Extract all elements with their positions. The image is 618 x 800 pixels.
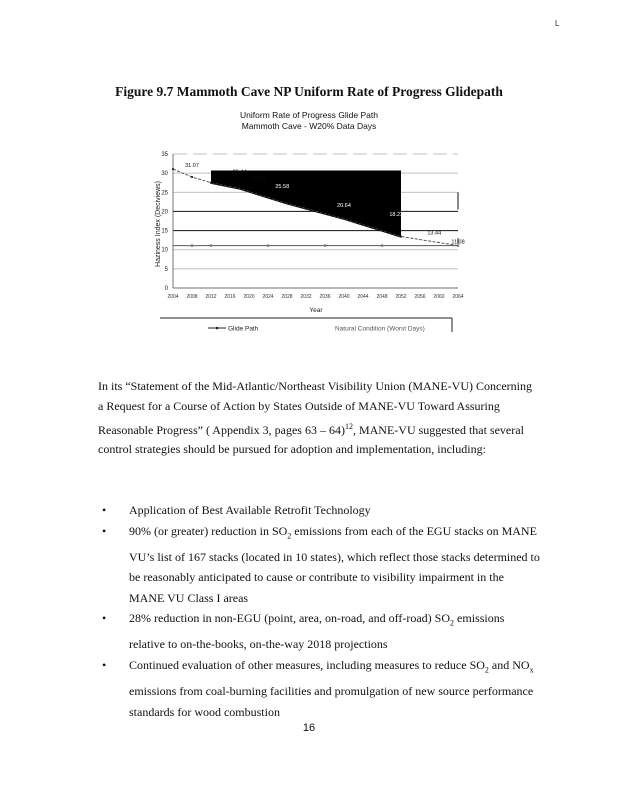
point-label: 25.58 [275,184,290,191]
x-tick-label: 2048 [376,294,388,300]
bullet-icon: • [102,523,107,538]
y-tick-label: 25 [161,190,168,197]
bullet-icon: • [102,503,107,517]
y-tick-label: 10 [161,247,168,254]
glide-path-chart [140,140,470,345]
x-tick-label: 2024 [262,294,274,300]
natural-condition-point [210,244,213,247]
strategy-list [100,500,540,722]
natural-condition-point [267,244,270,247]
legend-glide-label: Glide Path [228,325,259,333]
subscript: x [529,665,534,675]
x-tick-label: 2020 [243,294,255,300]
y-tick-label: 0 [164,286,168,292]
y-tick-label: 5 [164,266,168,273]
legend-glide-marker [216,327,219,330]
x-tick-label: 2052 [395,294,407,300]
figure-caption: Figure 9.7 Mammoth Cave NP Uniform Rate of Progress Glidepath [115,84,503,99]
x-axis-label: Year [309,307,323,314]
x-tick-label: 2032 [300,294,312,300]
x-tick-label: 2040 [338,294,350,300]
chart-subtitle: Mammoth Cave - W20% Data Days [241,121,377,131]
subscript: 2 [287,530,292,540]
natural-condition-point [191,244,194,247]
point-label: 29.44 [232,169,247,176]
x-tick-labels [167,294,463,300]
glide-path-point [400,235,402,237]
x-tick-label: 2056 [414,294,426,300]
body-paragraph [98,377,538,460]
legend-natural-label: Natural Condition (Worst Days) [335,325,425,333]
y-tick-labels [161,152,168,292]
x-tick-label: 2064 [452,294,464,300]
list-item-text: emissions from coal-burning facilities and promulgation of new source performance standards for wood combustion [129,683,534,719]
point-label: 31.07 [185,163,199,170]
glide-path-point [286,202,288,204]
paragraph-text: In its “Statement of the Mid-Atlantic/Northeast Visibility Union (MANE-VU) Concerning a Request for a Course of Action by States Outside of MANE-VU Toward Assuring Reasonable Progress” ( Appendix 3, pages 63 – 64) [98,379,532,437]
corner-mark: L [555,19,560,28]
natural-condition-point [324,244,327,247]
glide-path-point [210,182,212,184]
point-label: 27.52 [251,176,266,183]
point-label: 18.23 [389,212,404,219]
list-item-text: and NO [488,657,530,672]
subscript: 2 [484,665,489,675]
y-tick-label: 30 [161,171,168,178]
paragraph-tail: , MANE-VU suggested that several control strategies should be pursued for adoption and implementation, including: [98,422,524,457]
point-label: 11.08 [451,239,465,246]
glide-path-point [343,218,345,220]
list-item-text: Application of Best Available Retrofit Technology [129,503,371,517]
x-tick-label: 2036 [319,294,331,300]
chart-title: Uniform Rate of Progress Glide Path [240,110,378,120]
footnote-ref: 12 [344,421,353,431]
list-item-text: emissions from each of the EGU stacks on MANE VU’s list of 167 stacks (located in 10 states), which reflect those stacks determined to be reasonably anticipated to cause or contribute to visibility impairment in the MANE VU Class I areas [129,523,540,605]
point-label: 13.44 [427,230,442,237]
natural-condition-point [381,244,384,247]
subscript: 2 [450,618,455,628]
list-item [100,655,540,722]
page-number: 16 [302,722,316,734]
list-item [100,608,540,655]
list-item-text: Continued evaluation of other measures, including measures to reduce SO [129,657,485,672]
glide-path-point [238,187,240,189]
list-item-text: emissions relative to on-the-books, on-the-way 2018 projections [129,611,505,652]
x-tick-label: 2016 [224,294,236,300]
x-tick-label: 2008 [186,294,198,300]
x-tick-label: 2060 [433,294,445,300]
x-tick-label: 2028 [281,294,293,300]
bullet-icon: • [102,611,107,626]
list-item-text: 90% (or greater) reduction in SO [129,523,288,538]
point-label: 20.64 [337,202,351,209]
x-tick-label: 2004 [167,294,179,300]
y-tick-label: 15 [161,228,168,235]
bullet-icon: • [102,657,107,672]
glide-path-point [172,168,174,170]
x-tick-label: 2044 [357,294,369,300]
x-tick-label: 2012 [205,294,217,300]
glide-path-point [191,176,193,178]
y-tick-label: 35 [161,152,168,158]
y-axis-label: Haziness Index (Deciviews) [155,181,162,267]
list-item [100,521,540,609]
y-tick-label: 20 [161,209,168,216]
list-item-text: 28% reduction in non-EGU (point, area, on-road, and off-road) SO [129,611,451,626]
list-item [100,500,540,521]
